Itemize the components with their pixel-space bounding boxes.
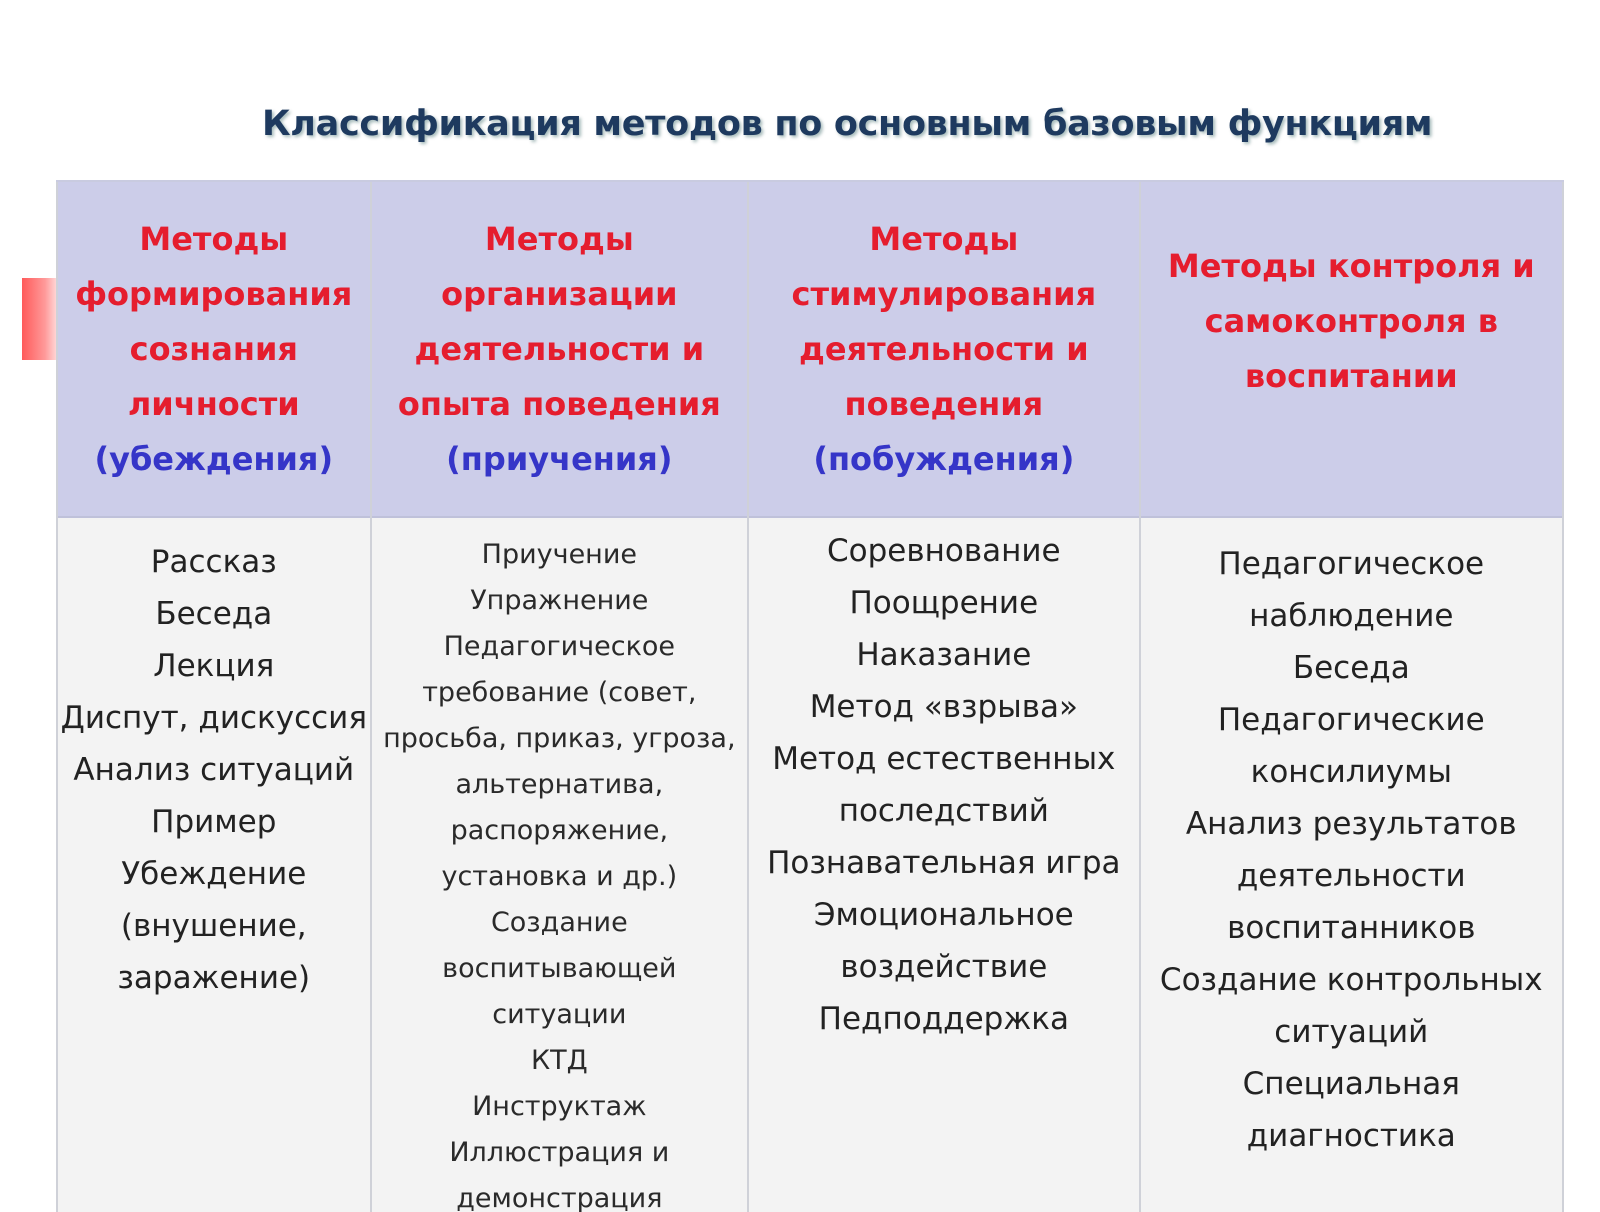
table-column-control <box>1141 182 1564 1212</box>
list-item: диагностика <box>1246 1118 1456 1154</box>
list-item: альтернатива, <box>455 769 664 800</box>
list-item: Метод естественных <box>772 741 1116 777</box>
list-item: Упражнение <box>470 585 649 616</box>
list-item: КТД <box>530 1045 588 1076</box>
header-line: стимулирования <box>791 274 1097 313</box>
header-line: опыта поведения <box>397 384 721 423</box>
list-item: Беседа <box>155 596 273 632</box>
header-line: Методы контроля и <box>1167 247 1535 285</box>
list-item: Соревнование <box>827 533 1061 569</box>
list-item: Познавательная игра <box>767 845 1121 881</box>
list-item: Создание <box>490 907 628 938</box>
column-header <box>58 182 370 518</box>
list-item: требование (совет, <box>422 677 697 708</box>
column-body <box>372 518 748 1212</box>
header-line: организации <box>441 274 678 313</box>
list-item: последствий <box>838 793 1049 829</box>
list-item: (внушение, <box>120 908 307 944</box>
list-item: ситуаций <box>1274 1014 1429 1050</box>
list-item: просьба, приказ, угроза, <box>383 723 736 754</box>
list-item: Наказание <box>856 637 1032 673</box>
list-item: Анализ ситуаций <box>73 752 355 788</box>
table-column-organization <box>372 182 750 1212</box>
header-line: воспитании <box>1244 357 1458 395</box>
header-line: Методы <box>484 219 634 258</box>
list-item: Рассказ <box>150 544 277 580</box>
header-line: деятельности и <box>799 329 1089 368</box>
header-subtitle: (приучения) <box>446 439 673 478</box>
list-item: Педагогическое <box>1218 546 1485 582</box>
list-item: Создание контрольных <box>1159 962 1543 998</box>
list-item: наблюдение <box>1249 598 1454 634</box>
list-item: Эмоциональное <box>813 897 1074 933</box>
column-header <box>1141 182 1562 518</box>
header-line: личности <box>127 384 300 423</box>
column-body <box>1141 518 1562 1212</box>
list-item: установка и др.) <box>441 861 678 892</box>
list-item: воздействие <box>840 949 1048 985</box>
list-item: заражение) <box>117 960 311 996</box>
list-item: воспитанников <box>1227 910 1476 946</box>
list-item: консилиумы <box>1250 754 1452 790</box>
list-item: Иллюстрация и <box>449 1137 670 1168</box>
list-item: Поощрение <box>849 585 1039 621</box>
column-body <box>58 518 370 1212</box>
header-subtitle: (убеждения) <box>94 439 334 478</box>
list-item: ситуации <box>492 999 627 1030</box>
header-subtitle: (побуждения) <box>813 439 1075 478</box>
page-title: Классификация методов по основным базовым функциям <box>262 104 1433 144</box>
list-item: Беседа <box>1292 650 1410 686</box>
list-item: демонстрация <box>456 1183 663 1212</box>
list-item: Пример <box>151 804 277 840</box>
list-item: воспитывающей <box>442 953 677 984</box>
header-line: Методы <box>139 219 289 258</box>
list-item: Приучение <box>481 539 637 570</box>
list-item: Анализ результатов <box>1185 806 1517 842</box>
list-item: Диспут, дискуссия <box>60 700 367 736</box>
header-line: формирования <box>75 274 353 313</box>
methods-table <box>56 180 1564 1212</box>
list-item: Специальная <box>1242 1066 1460 1102</box>
header-line: Методы <box>869 219 1019 258</box>
list-item: Педагогическое <box>443 631 676 662</box>
column-body <box>749 518 1138 1212</box>
list-item: распоряжение, <box>450 815 669 846</box>
column-header <box>749 182 1138 518</box>
table-column-stimulation <box>749 182 1140 1212</box>
header-line: самоконтроля в <box>1204 302 1498 340</box>
list-item: Инструктаж <box>472 1091 647 1122</box>
header-line: деятельности и <box>414 329 705 368</box>
column-header <box>372 182 748 518</box>
list-item: Метод «взрыва» <box>809 689 1078 725</box>
header-line: сознания <box>129 329 298 368</box>
list-item: Лекция <box>153 648 275 684</box>
header-line: поведения <box>844 384 1044 423</box>
list-item: Педагогические <box>1217 702 1485 738</box>
table-column-formation <box>56 182 372 1212</box>
list-item: деятельности <box>1236 858 1466 894</box>
list-item: Убеждение <box>121 856 307 892</box>
list-item: Педподдержка <box>818 1001 1069 1037</box>
